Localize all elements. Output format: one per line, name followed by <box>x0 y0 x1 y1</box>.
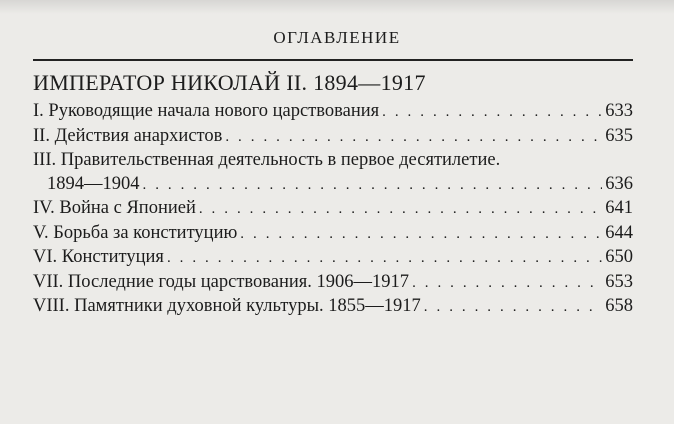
entry-title: VII. Последние годы царствования. 1906—1917 <box>33 271 410 292</box>
dot-leader <box>240 223 602 247</box>
section-title: ИМПЕРАТОР НИКОЛАЙ II. 1894—1917 <box>33 70 426 95</box>
entry-title: IV. Война с Японией <box>33 198 196 218</box>
entry-line <box>33 100 633 125</box>
entry-title: I. Руководящие начала нового царствования <box>33 101 380 121</box>
toc-entry <box>33 149 633 197</box>
toc-entry <box>33 295 633 320</box>
toc-entry <box>33 197 633 222</box>
page-number: 636 <box>605 173 633 194</box>
toc-entry <box>33 271 633 296</box>
page-number: 650 <box>605 247 633 267</box>
entry-line <box>33 197 633 222</box>
toc-entry <box>33 125 633 150</box>
entry-line <box>33 173 633 198</box>
bleed-through-shadow <box>0 0 674 14</box>
entry-title: V. Борьба за конституцию <box>33 222 238 243</box>
page-number: 635 <box>605 125 633 146</box>
page-number: 644 <box>605 222 633 243</box>
entry-line <box>33 295 633 320</box>
dot-leader <box>382 101 602 125</box>
entry-title: VIII. Памятники духовной культуры. 1855—1917 <box>33 296 421 316</box>
page-number: 633 <box>605 101 633 121</box>
page-number: 658 <box>605 296 633 316</box>
dot-leader <box>412 272 602 296</box>
toc-entry <box>33 246 633 271</box>
entry-line <box>33 246 633 271</box>
entry-title: II. Действия анархистов <box>33 125 223 146</box>
page-number: 641 <box>605 198 633 218</box>
entry-line <box>33 222 633 247</box>
dot-leader <box>167 247 602 271</box>
dot-leader <box>225 126 602 150</box>
entry-title-continuation: 1894—1904 <box>47 173 140 194</box>
page-number: 653 <box>605 271 633 292</box>
dot-leader <box>199 198 602 222</box>
table-of-contents <box>33 68 633 320</box>
entry-line <box>33 271 633 296</box>
header-rule <box>33 59 633 61</box>
dot-leader <box>143 174 603 198</box>
dot-leader <box>424 296 602 320</box>
entry-title: VI. Конституция <box>33 247 164 267</box>
toc-entry <box>33 222 633 247</box>
entry-line <box>33 125 633 150</box>
toc-entry <box>33 100 633 125</box>
running-head: ОГЛАВЛЕНИЕ <box>273 28 401 47</box>
entry-title: III. Правительственная деятельность в первое десятилетие. <box>33 150 501 170</box>
